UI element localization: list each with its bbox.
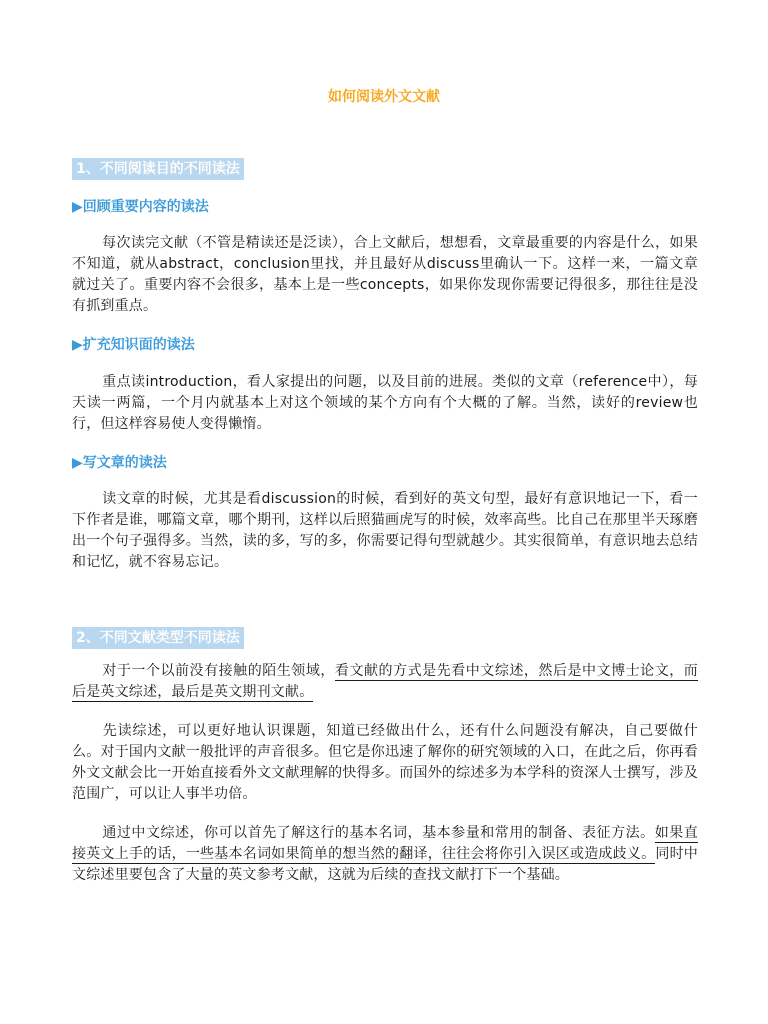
subheading-writing: ▶写文章的读法 xyxy=(72,455,167,471)
subheading-knowledge: ▶扩充知识面的读法 xyxy=(72,337,195,353)
chinese-review-intro: 通过中文综述，你可以首先了解这行的基本名词，基本参量和常用的制备、表征方法。 xyxy=(102,825,655,841)
chinese-review-end: 同时中文综述里要包含了大量的英文参考文献，这就为后续的查找文献打下一个基础。 xyxy=(72,846,698,883)
paragraph-knowledge-text: 重点读introduction，看人家提出的问题，以及目前的进展。类似的文章（reference中），每天读一两篇，一个月内就基本上对这个领域的某个方向有个大概的了解。当然，读好的review也行，但这样容易使人变得懒惰。 xyxy=(72,374,698,432)
section-heading-1: 1、不同阅读目的不同读法 xyxy=(72,158,244,180)
subheading-review: ▶回顾重要内容的读法 xyxy=(72,199,209,215)
paragraph-reading-order xyxy=(72,661,698,703)
chinese-review-underlined: 如果直接英文上手的话，一些基本名词如果简单的想当然的翻译，往往会将你引入误区或造成歧义。 xyxy=(72,825,698,862)
review-first-text: 先读综述，可以更好地认识课题，知道已经做出什么，还有什么问题没有解决，自己要做什么。对于国内文献一般批评的声音很多。但它是你迅速了解你的研究领域的入口，在此之后，你再看外文文献会比一开始直接看外文文献理解的快得多。而国外的综述多为本学科的资深人士撰写，涉及范围广，可以让人事半功倍。 xyxy=(72,723,698,802)
paragraph-knowledge xyxy=(72,372,698,435)
reading-order-underlined: 看文献的方式是先看中文综述，然后是中文博士论文，而后是英文综述，最后是英文期刊文献。 xyxy=(72,663,698,700)
paragraph-review xyxy=(72,233,698,317)
paragraph-chinese-review xyxy=(72,823,698,886)
paragraph-writing-text: 读文章的时候，尤其是看discussion的时候，看到好的英文句型，最好有意识地记一下，看一下作者是谁，哪篇文章，哪个期刊，这样以后照猫画虎写的时候，效率高些。比自己在那里半天琢磨出一个句子强得多。当然，读的多，写的多，你需要记得句型就越少。其实很简单，有意识地去总结和记忆，就不容易忘记。 xyxy=(72,491,698,570)
reading-order-intro: 对于一个以前没有接触的陌生领域， xyxy=(102,663,335,679)
page-title: 如何阅读外文文献 xyxy=(328,89,440,105)
section-heading-2: 2、不同文献类型不同读法 xyxy=(72,627,244,649)
paragraph-review-first xyxy=(72,721,698,805)
paragraph-writing xyxy=(72,489,698,573)
paragraph-review-text: 每次读完文献（不管是精读还是泛读），合上文献后，想想看，文章最重要的内容是什么，如果不知道，就从abstract，conclusion里找，并且最好从discuss里确认一下。这样一来，一篇文章就过关了。重要内容不会很多，基本上是一些concepts，如果你发现你需要记得很多，那往往是没有抓到重点。 xyxy=(72,235,698,314)
